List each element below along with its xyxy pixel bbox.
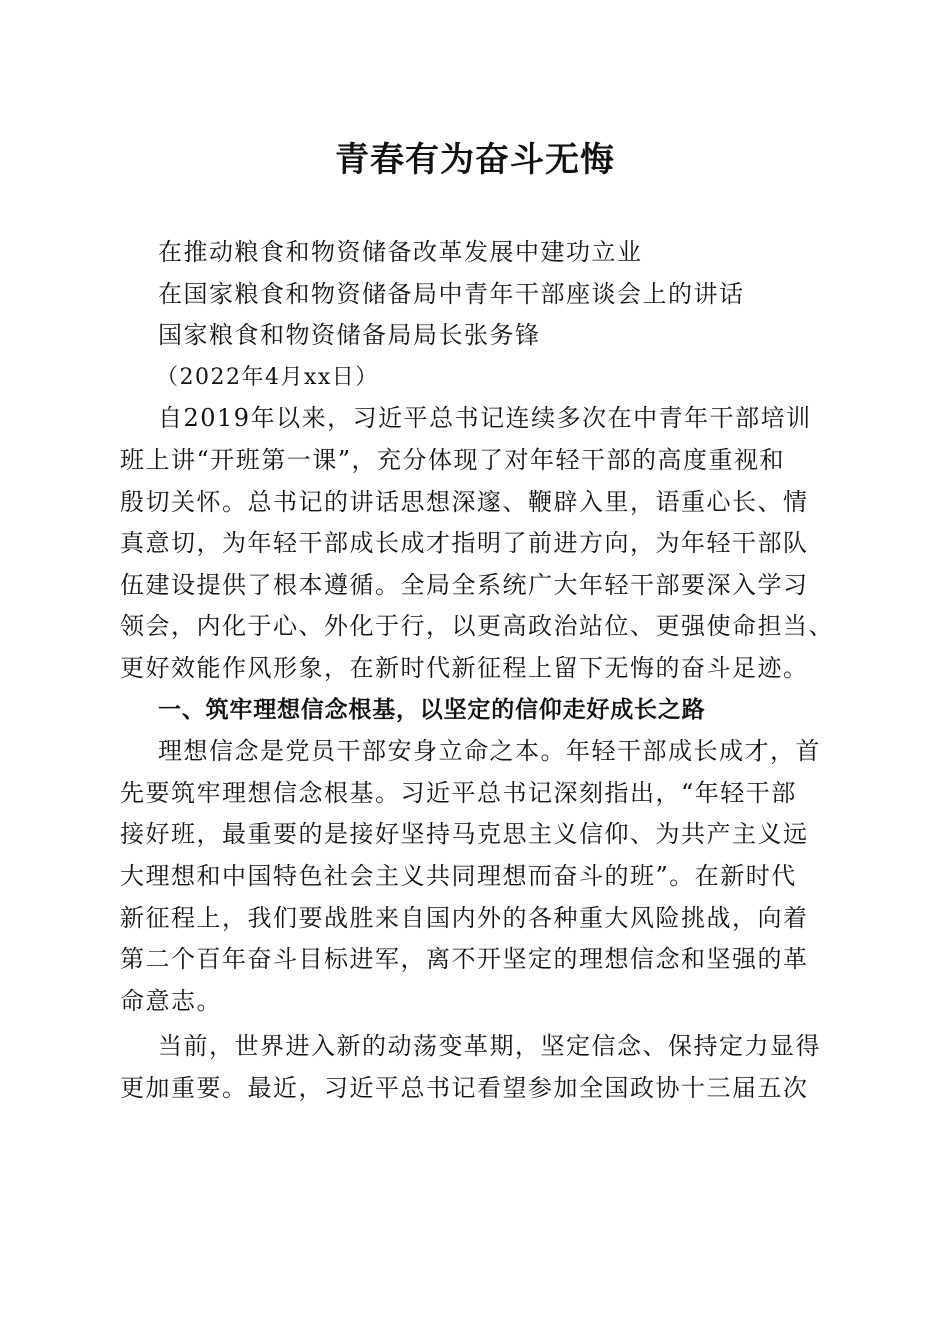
document-title: 青春有为奋斗无悔 (335, 140, 615, 180)
document-body (120, 232, 834, 1109)
paragraph-line: 班上讲“开班第一课”，充分体现了对年轻干部的高度重视和 (120, 445, 786, 474)
paragraph-line: 命意志。 (120, 986, 222, 1015)
paragraph-line: 理想信念是党员干部安身立命之本。年轻干部成长成才，首 (158, 737, 821, 766)
speaker-line: 国家粮食和物资储备局局长张务锋 (158, 321, 541, 350)
paragraph-current (120, 1026, 830, 1109)
paragraph-line: 当前，世界进入新的动荡变革期，坚定信念、保持定力显得 (158, 1032, 821, 1061)
paragraph-intro (120, 398, 834, 689)
paragraph-ideals (120, 731, 830, 1022)
paragraph-line: 新征程上，我们要战胜来自国内外的各种重大风险挑战，向着 (120, 903, 809, 932)
paragraph-line: 接好班，最重要的是接好坚持马克思主义信仰、为共产主义远 (120, 820, 809, 849)
paragraph-line: 更好效能作风形象，在新时代新征程上留下无悔的奋斗足迹。 (120, 653, 809, 682)
section-heading: 一、筑牢理想信念根基，以坚定的信仰走好成长之路 (158, 696, 706, 723)
paragraph-line: 伍建设提供了根本遵循。全局全系统广大年轻干部要深入学习 (120, 570, 809, 599)
paragraph-line: 第二个百年奋斗目标进军，离不开坚定的理想信念和坚强的革 (120, 945, 809, 974)
paragraph-line: 自2019年以来，习近平总书记连续多次在中青年干部培训 (158, 404, 812, 433)
subtitle-line: 在国家粮食和物资储备局中青年干部座谈会上的讲话 (158, 279, 745, 308)
subtitle-line: 在推动粮食和物资储备改革发展中建功立业 (158, 238, 643, 266)
paragraph-line: 更加重要。最近，习近平总书记看望参加全国政协十三届五次 (120, 1073, 809, 1102)
paragraph-line: 先要筑牢理想信念根基。习近平总书记深刻指出，“年轻干部 (120, 778, 797, 807)
paragraph-line: 领会，内化于心、外化于行，以更高政治站位、更强使命担当、 (120, 612, 834, 641)
paragraph-line: 大理想和中国特色社会主义共同理想而奋斗的班”。在新时代 (120, 861, 797, 890)
date-line: （2022年4月xx日） (156, 364, 379, 390)
paragraph-line: 真意切，为年轻干部成长成才指明了前进方向，为年轻干部队 (120, 529, 809, 558)
paragraph-line: 殷切关怀。总书记的讲话思想深邃、鞭辟入里，语重心长、情 (120, 487, 809, 516)
